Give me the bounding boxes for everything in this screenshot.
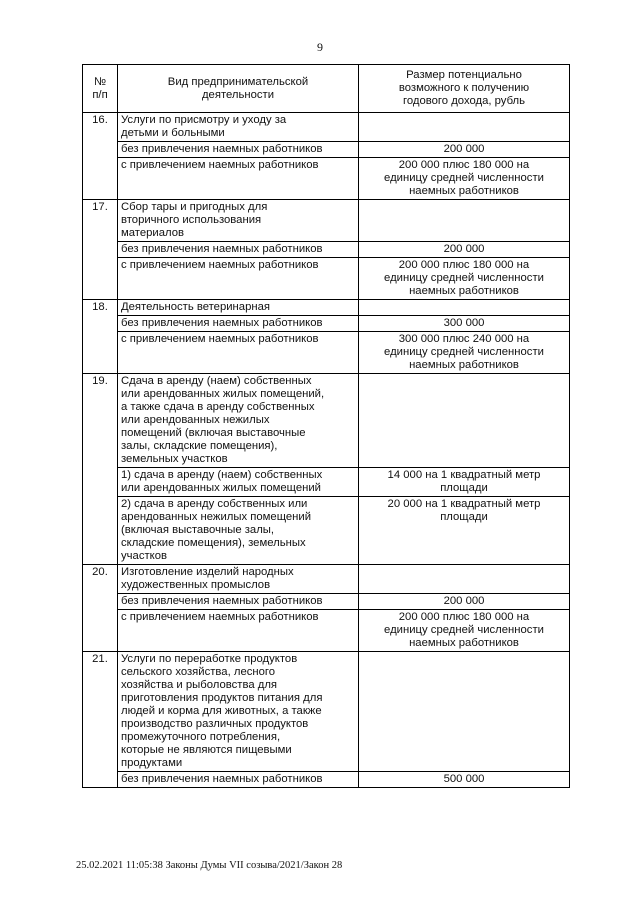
table-header-row — [83, 65, 570, 113]
income-cell: 20 000 на 1 квадратный метр площади — [359, 497, 570, 565]
table-row — [83, 200, 570, 242]
table-row — [83, 594, 570, 610]
activity-cell: Услуги по переработке продуктов сельского хозяйства, лесного хозяйства и рыболовства для приготовления продуктов питания для людей и корма для животных, а также производство различных продуктов промежуточного потребления, которые не являются пищевыми продуктами — [118, 652, 359, 772]
activity-cell: Сдача в аренду (наем) собственных или арендованных жилых помещений, а также сдача в аренду собственных или арендованных нежилых помещений (включая выставочные залы, складские помещения), земельных участков — [118, 374, 359, 468]
income-cell — [359, 374, 570, 468]
income-cell — [359, 565, 570, 594]
income-cell: 300 000 плюс 240 000 на единицу средней численности наемных работников — [359, 332, 570, 374]
table-row — [83, 610, 570, 652]
header-num: № п/п — [83, 65, 118, 113]
table-row — [83, 772, 570, 788]
activity-cell: 2) сдача в аренду собственных или арендованных нежилых помещений (включая выставочные залы, складские помещения), земельных участков — [118, 497, 359, 565]
income-cell: 200 000 — [359, 594, 570, 610]
table-row — [83, 316, 570, 332]
footer-stamp: 25.02.2021 11:05:38 Законы Думы VII созыва/2021/Закон 28 — [76, 860, 343, 871]
row-number: 17. — [83, 200, 118, 300]
table-row — [83, 142, 570, 158]
table-row — [83, 652, 570, 772]
activity-cell: без привлечения наемных работников — [118, 772, 359, 788]
activity-cell: Услуги по присмотру и уходу за детьми и больными — [118, 113, 359, 142]
income-cell: 200 000 — [359, 142, 570, 158]
income-cell: 200 000 плюс 180 000 на единицу средней численности наемных работников — [359, 258, 570, 300]
table-row — [83, 300, 570, 316]
activity-cell: без привлечения наемных работников — [118, 142, 359, 158]
row-number: 20. — [83, 565, 118, 652]
table-row — [83, 497, 570, 565]
income-cell — [359, 652, 570, 772]
table-row — [83, 468, 570, 497]
table-row — [83, 258, 570, 300]
activity-cell: Изготовление изделий народных художественных промыслов — [118, 565, 359, 594]
activity-cell: с привлечением наемных работников — [118, 332, 359, 374]
table-row — [83, 242, 570, 258]
activity-cell: с привлечением наемных работников — [118, 258, 359, 300]
table-row — [83, 374, 570, 468]
income-cell — [359, 200, 570, 242]
activity-cell: без привлечения наемных работников — [118, 594, 359, 610]
activity-cell: с привлечением наемных работников — [118, 610, 359, 652]
activity-cell: без привлечения наемных работников — [118, 242, 359, 258]
table-row — [83, 332, 570, 374]
header-activity: Вид предпринимательской деятельности — [118, 65, 359, 113]
income-cell: 500 000 — [359, 772, 570, 788]
income-cell: 14 000 на 1 квадратный метр площади — [359, 468, 570, 497]
table-body — [83, 113, 570, 788]
row-number: 19. — [83, 374, 118, 565]
income-cell: 200 000 — [359, 242, 570, 258]
header-income: Размер потенциально возможного к получению годового дохода, рубль — [359, 65, 570, 113]
table-row — [83, 565, 570, 594]
table-row — [83, 113, 570, 142]
income-cell: 200 000 плюс 180 000 на единицу средней численности наемных работников — [359, 158, 570, 200]
income-cell — [359, 300, 570, 316]
income-cell: 200 000 плюс 180 000 на единицу средней численности наемных работников — [359, 610, 570, 652]
row-number: 18. — [83, 300, 118, 374]
row-number: 21. — [83, 652, 118, 788]
row-number: 16. — [83, 113, 118, 200]
table-row — [83, 158, 570, 200]
activity-cell: без привлечения наемных работников — [118, 316, 359, 332]
page-number: 9 — [317, 40, 323, 54]
income-cell — [359, 113, 570, 142]
income-table — [82, 64, 570, 788]
activity-cell: Деятельность ветеринарная — [118, 300, 359, 316]
income-cell: 300 000 — [359, 316, 570, 332]
activity-cell: Сбор тары и пригодных для вторичного использования материалов — [118, 200, 359, 242]
activity-cell: с привлечением наемных работников — [118, 158, 359, 200]
activity-cell: 1) сдача в аренду (наем) собственных или арендованных жилых помещений — [118, 468, 359, 497]
